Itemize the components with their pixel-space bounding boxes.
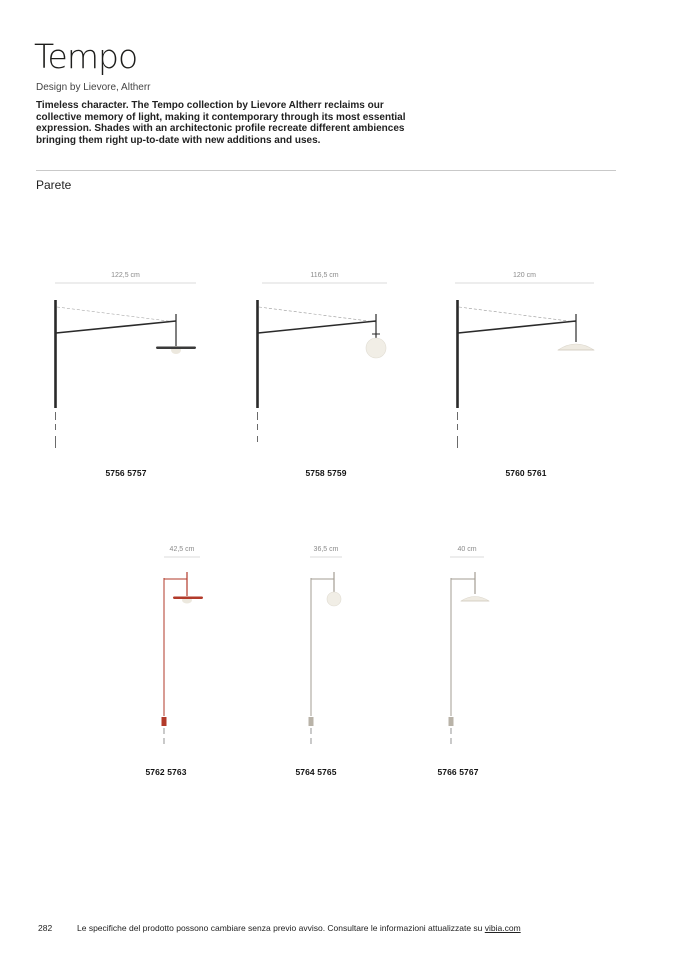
page-number: 282 xyxy=(38,923,53,933)
product-codes: 5758 5759 xyxy=(305,468,347,478)
product-codes: 5764 5765 xyxy=(295,767,337,777)
page-title: Tempo xyxy=(34,37,138,76)
collection-description: Timeless character. The Tempo collection by Lievore Altherr reclaims our collective memory of light, making it contemporary through its most essential expression. Shades with an architectonic profile recreate different ambiences bringing them right up-to-date with new additions and uses. xyxy=(36,100,406,146)
dimension-label: 42,5 cm xyxy=(169,546,195,553)
product-codes: 5756 5757 xyxy=(105,468,147,478)
dimension-label: 122,5 cm xyxy=(111,272,140,279)
product-codes: 5760 5761 xyxy=(505,468,547,478)
dimension-label: 40 cm xyxy=(457,546,477,553)
product-codes: 5762 5763 xyxy=(145,767,187,777)
designer-credit: Design by Lievore, Altherr xyxy=(36,82,151,93)
section-title: Parete xyxy=(36,178,72,192)
footer-disclaimer-text: Le specifiche del prodotto possono cambiare senza previo avviso. Consultare le informazioni attualizzate su xyxy=(77,923,485,933)
product-codes: 5766 5767 xyxy=(437,767,479,777)
dimension-label: 36,5 cm xyxy=(313,546,339,553)
dimension-label: 120 cm xyxy=(513,272,536,279)
vibia-link[interactable]: vibia.com xyxy=(484,923,521,933)
dimension-label: 116,5 cm xyxy=(310,272,339,279)
footer-disclaimer xyxy=(77,923,521,933)
